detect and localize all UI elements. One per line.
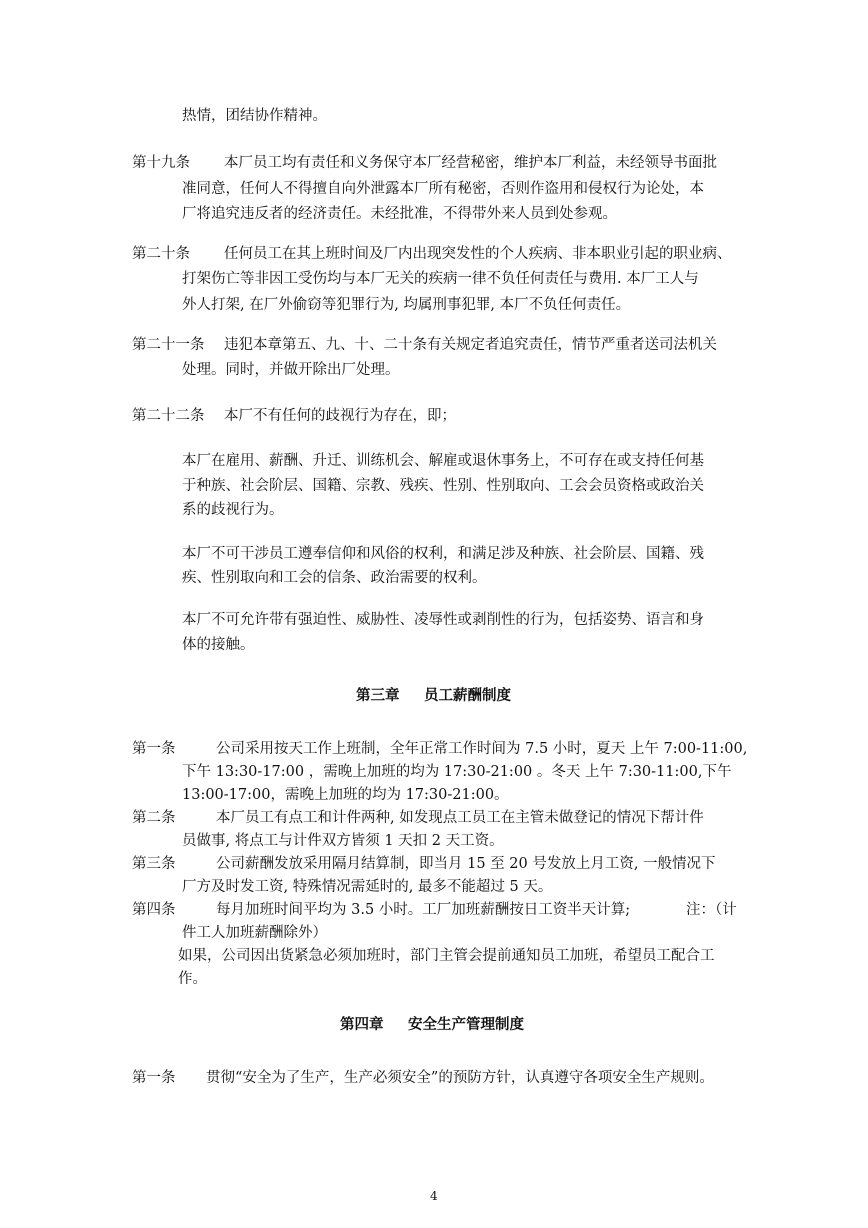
article-19-line: 准同意，任何人不得擅自向外泄露本厂所有秘密，否则作盗用和侵权行为论处，本 [182,181,704,197]
article-22-paragraph-3: 本厂不可允许带有强迫性、威胁性、凌辱性或剥削性的行为，包括姿势、语言和身 [182,612,704,628]
article-20-line: 任何员工在其上班时间及厂内出现突发性的个人疾病、非本职业引起的职业病、 [224,246,732,262]
chapter-3-article-1-label: 第一条 [132,741,176,757]
chapter-3-article-4-extra: 作。 [178,971,207,987]
chapter-3-article-2-line: 本厂员工有点工和计件两种, 如发现点工员工在主管未做登记的情况下帮计件 [216,810,704,826]
chapter-3-article-3-label: 第三条 [132,856,176,872]
chapter-3-article-3-line: 公司薪酬发放采用隔月结算制，即当月 15 至 20 号发放上月工资, 一般情况下 [216,856,716,872]
article-21-line: 违犯本章第五、九、十、二十条有关规定者追究责任，情节严重者送司法机关 [224,337,717,353]
article-22-line: 本厂不有任何的歧视行为存在，即； [224,408,456,424]
chapter-3-article-4-line: 件工人加班薪酬除外） [182,925,327,941]
chapter-3-title: 员工薪酬制度 [424,688,511,704]
article-20-line: 打架伤亡等非因工受伤均与本厂无关的疾病一律不负任何责任与费用. 本厂工人与 [182,271,699,287]
chapter-4-article-1-line: 贯彻“安全为了生产，生产必须安全”的预防方针，认真遵守各项安全生产规则。 [206,1070,714,1086]
article-20-line: 外人打架, 在厂外偷窃等犯罪行为, 均属刑事犯罪, 本厂不负任何责任。 [182,297,631,313]
chapter-3-article-1-line: 13:00-17:00，需晚上加班的均为 17:30-21:00。 [182,787,509,803]
chapter-3-article-4-extra: 如果，公司因出货紧急必须加班时，部门主管会提前通知员工加班，希望员工配合工 [178,948,715,964]
article-22-label: 第二十二条 [132,408,205,424]
chapter-3-article-4-label: 第四条 [132,902,176,918]
chapter-4-article-1-label: 第一条 [132,1070,176,1086]
article-22-paragraph-1: 本厂在雇用、薪酬、升迁、训练机会、解雇或退休事务上，不可存在或支持任何基 [182,453,704,469]
continuation-text: 热情，团结协作精神。 [182,108,327,124]
chapter-3-article-4-line: 每月加班时间平均为 3.5 小时。工厂加班薪酬按日工资半天计算; [216,902,631,918]
article-21-label: 第二十一条 [132,337,205,353]
chapter-4-number: 第四章 [340,1017,384,1033]
article-22-paragraph-1: 于种族、社会阶层、国籍、宗教、残疾、性别、性别取向、工会会员资格或政治关 [182,478,704,494]
article-20-label: 第二十条 [132,246,190,262]
article-19-line: 厂将追究违反者的经济责任。未经批准，不得带外来人员到处参观。 [182,206,617,222]
article-22-paragraph-2: 本厂不可干涉员工遵奉信仰和风俗的权利，和满足涉及种族、社会阶层、国籍、残 [182,546,704,562]
chapter-3-article-1-line: 公司采用按天工作上班制，全年正常工作时间为 7.5 小时，夏天 上午 7:00-11:00, [216,741,748,757]
page-number: 4 [430,1189,438,1203]
article-22-paragraph-2: 疾、性别取向和工会的信条、政治需要的权利。 [182,570,487,586]
chapter-3-article-1-line: 下午 13:30-17:00 ，需晚上加班的均为 17:30-21:00 。冬天 上午 7:30-11:00,下午 [182,764,732,780]
chapter-3-article-3-line: 厂方及时发工资, 特殊情况需延时的, 最多不能超过 5 天。 [182,879,553,895]
chapter-3-article-2-label: 第二条 [132,810,176,826]
article-21-line: 处理。同时，并做开除出厂处理。 [182,362,400,378]
chapter-3-article-4-note: 注：（计 [686,902,737,918]
article-19-line: 本厂员工均有责任和义务保守本厂经营秘密，维护本厂利益，未经领导书面批 [224,155,717,171]
article-19-label: 第十九条 [132,155,190,171]
chapter-3-number: 第三章 [356,688,400,704]
article-22-paragraph-3: 体的接触。 [182,637,255,653]
chapter-4-title: 安全生产管理制度 [408,1017,524,1033]
article-22-paragraph-1: 系的歧视行为。 [182,502,284,518]
chapter-3-article-2-line: 员做事, 将点工与计件双方皆须 1 天扣 2 天工资。 [182,833,504,849]
